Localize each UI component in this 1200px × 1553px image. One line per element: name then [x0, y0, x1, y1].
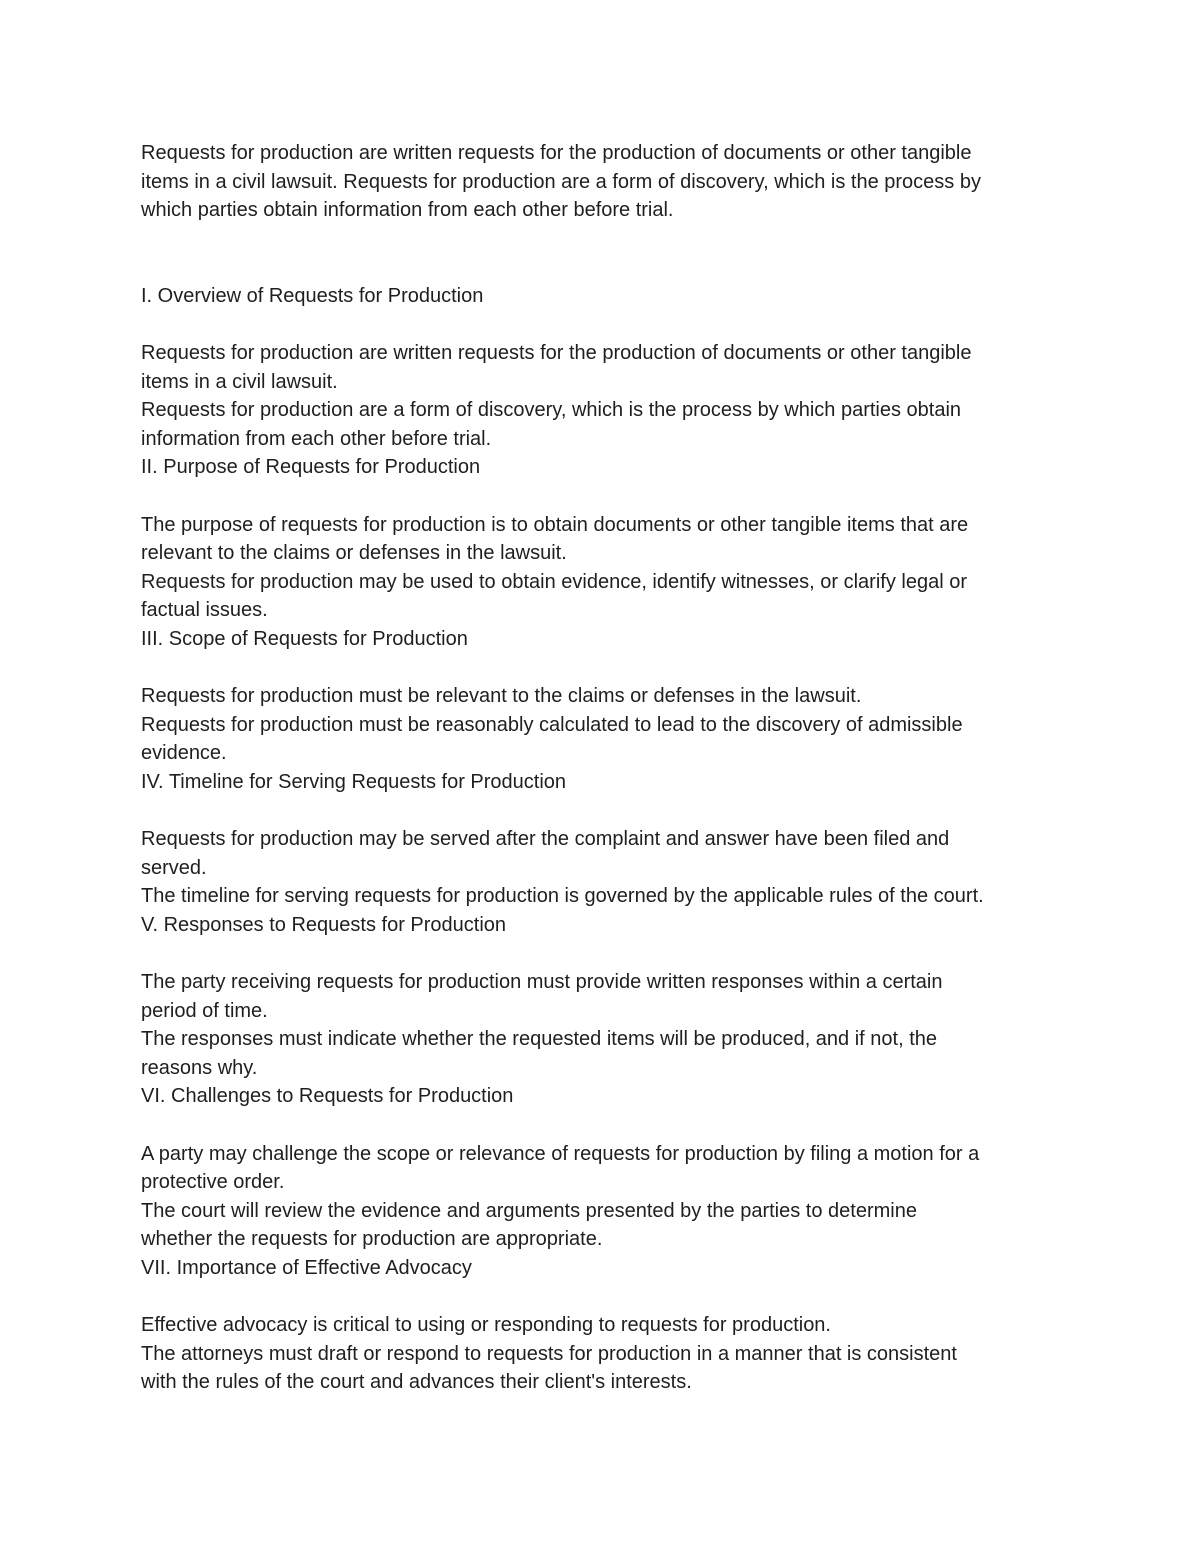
text-line: Requests for production must be reasonably calculated to lead to the discovery of admissible [141, 713, 963, 736]
section-point [141, 882, 1056, 911]
blank-line [141, 1111, 1056, 1140]
text-line: served. [141, 856, 207, 879]
section-point [141, 568, 1056, 625]
text-line: The party receiving requests for production must provide written responses within a certain [141, 971, 943, 994]
section-heading: V. Responses to Requests for Production [141, 913, 507, 936]
blank-line [141, 482, 1056, 511]
text-line: Requests for production are written requests for the production of documents or other tangible [141, 142, 972, 164]
text-line: The responses must indicate whether the requested items will be produced, and if not, the [141, 1028, 938, 1051]
section-overview [141, 282, 1056, 454]
section-point [141, 1311, 1056, 1340]
text-line: The purpose of requests for production is to obtain documents or other tangible items that are [141, 513, 969, 536]
section-heading: II. Purpose of Requests for Production [141, 456, 481, 479]
text-line: protective order. [141, 1171, 285, 1194]
section-heading: VII. Importance of Effective Advocacy [141, 1256, 472, 1279]
section-heading: IV. Timeline for Serving Requests for Production [141, 770, 567, 793]
section-point [141, 1197, 1056, 1254]
blank-line [141, 310, 1056, 339]
section-heading: III. Scope of Requests for Production [141, 627, 468, 650]
document-body [141, 139, 1056, 1397]
section-point [141, 711, 1056, 768]
blank-line [141, 1283, 1056, 1312]
text-line: information from each other before trial. [141, 427, 492, 450]
text-line: The timeline for serving requests for production is governed by the applicable rules of the court. [141, 885, 984, 908]
text-line: The court will review the evidence and arguments presented by the parties to determine [141, 1199, 917, 1222]
section-point [141, 682, 1056, 711]
text-line: evidence. [141, 742, 227, 765]
section-point [141, 511, 1056, 568]
text-line: which parties obtain information from each other before trial. [141, 199, 674, 222]
text-line: Effective advocacy is critical to using or responding to requests for production. [141, 1314, 831, 1337]
text-line: The attorneys must draft or respond to requests for production in a manner that is consistent [141, 1342, 957, 1365]
text-line: items in a civil lawsuit. [141, 370, 338, 393]
section-heading: VI. Challenges to Requests for Production [141, 1085, 514, 1108]
text-line: with the rules of the court and advances their client's interests. [141, 1371, 692, 1394]
section-point [141, 1140, 1056, 1197]
text-line: Requests for production must be relevant to the claims or defenses in the lawsuit. [141, 685, 862, 708]
intro-paragraph [141, 139, 1056, 225]
text-line: Requests for production may be served after the complaint and answer have been filed and [141, 828, 950, 851]
section-point [141, 1340, 1056, 1397]
text-line: relevant to the claims or defenses in the lawsuit. [141, 542, 567, 565]
text-line: whether the requests for production are appropriate. [141, 1228, 603, 1251]
section-scope [141, 625, 1056, 768]
text-line: Requests for production may be used to obtain evidence, identify witnesses, or clarify legal or [141, 570, 967, 593]
section-point [141, 968, 1056, 1025]
section-point [141, 396, 1056, 453]
section-challenges [141, 1082, 1056, 1254]
text-line: period of time. [141, 999, 268, 1022]
section-advocacy [141, 1254, 1056, 1397]
section-point [141, 825, 1056, 882]
text-line: Requests for production are written requests for the production of documents or other tangible [141, 341, 972, 364]
text-line: items in a civil lawsuit. Requests for production are a form of discovery, which is the process by [141, 170, 981, 193]
section-responses [141, 911, 1056, 1083]
blank-line [141, 796, 1056, 825]
section-point [141, 339, 1056, 396]
blank-line [141, 939, 1056, 968]
text-line: factual issues. [141, 599, 268, 622]
section-point [141, 1025, 1056, 1082]
section-purpose [141, 453, 1056, 625]
section-timeline [141, 768, 1056, 911]
text-line: reasons why. [141, 1056, 258, 1079]
text-line: Requests for production are a form of discovery, which is the process by which parties obtain [141, 399, 962, 422]
text-line: A party may challenge the scope or relevance of requests for production by filing a motion for a [141, 1142, 980, 1165]
blank-line [141, 654, 1056, 683]
section-heading: I. Overview of Requests for Production [141, 284, 484, 307]
